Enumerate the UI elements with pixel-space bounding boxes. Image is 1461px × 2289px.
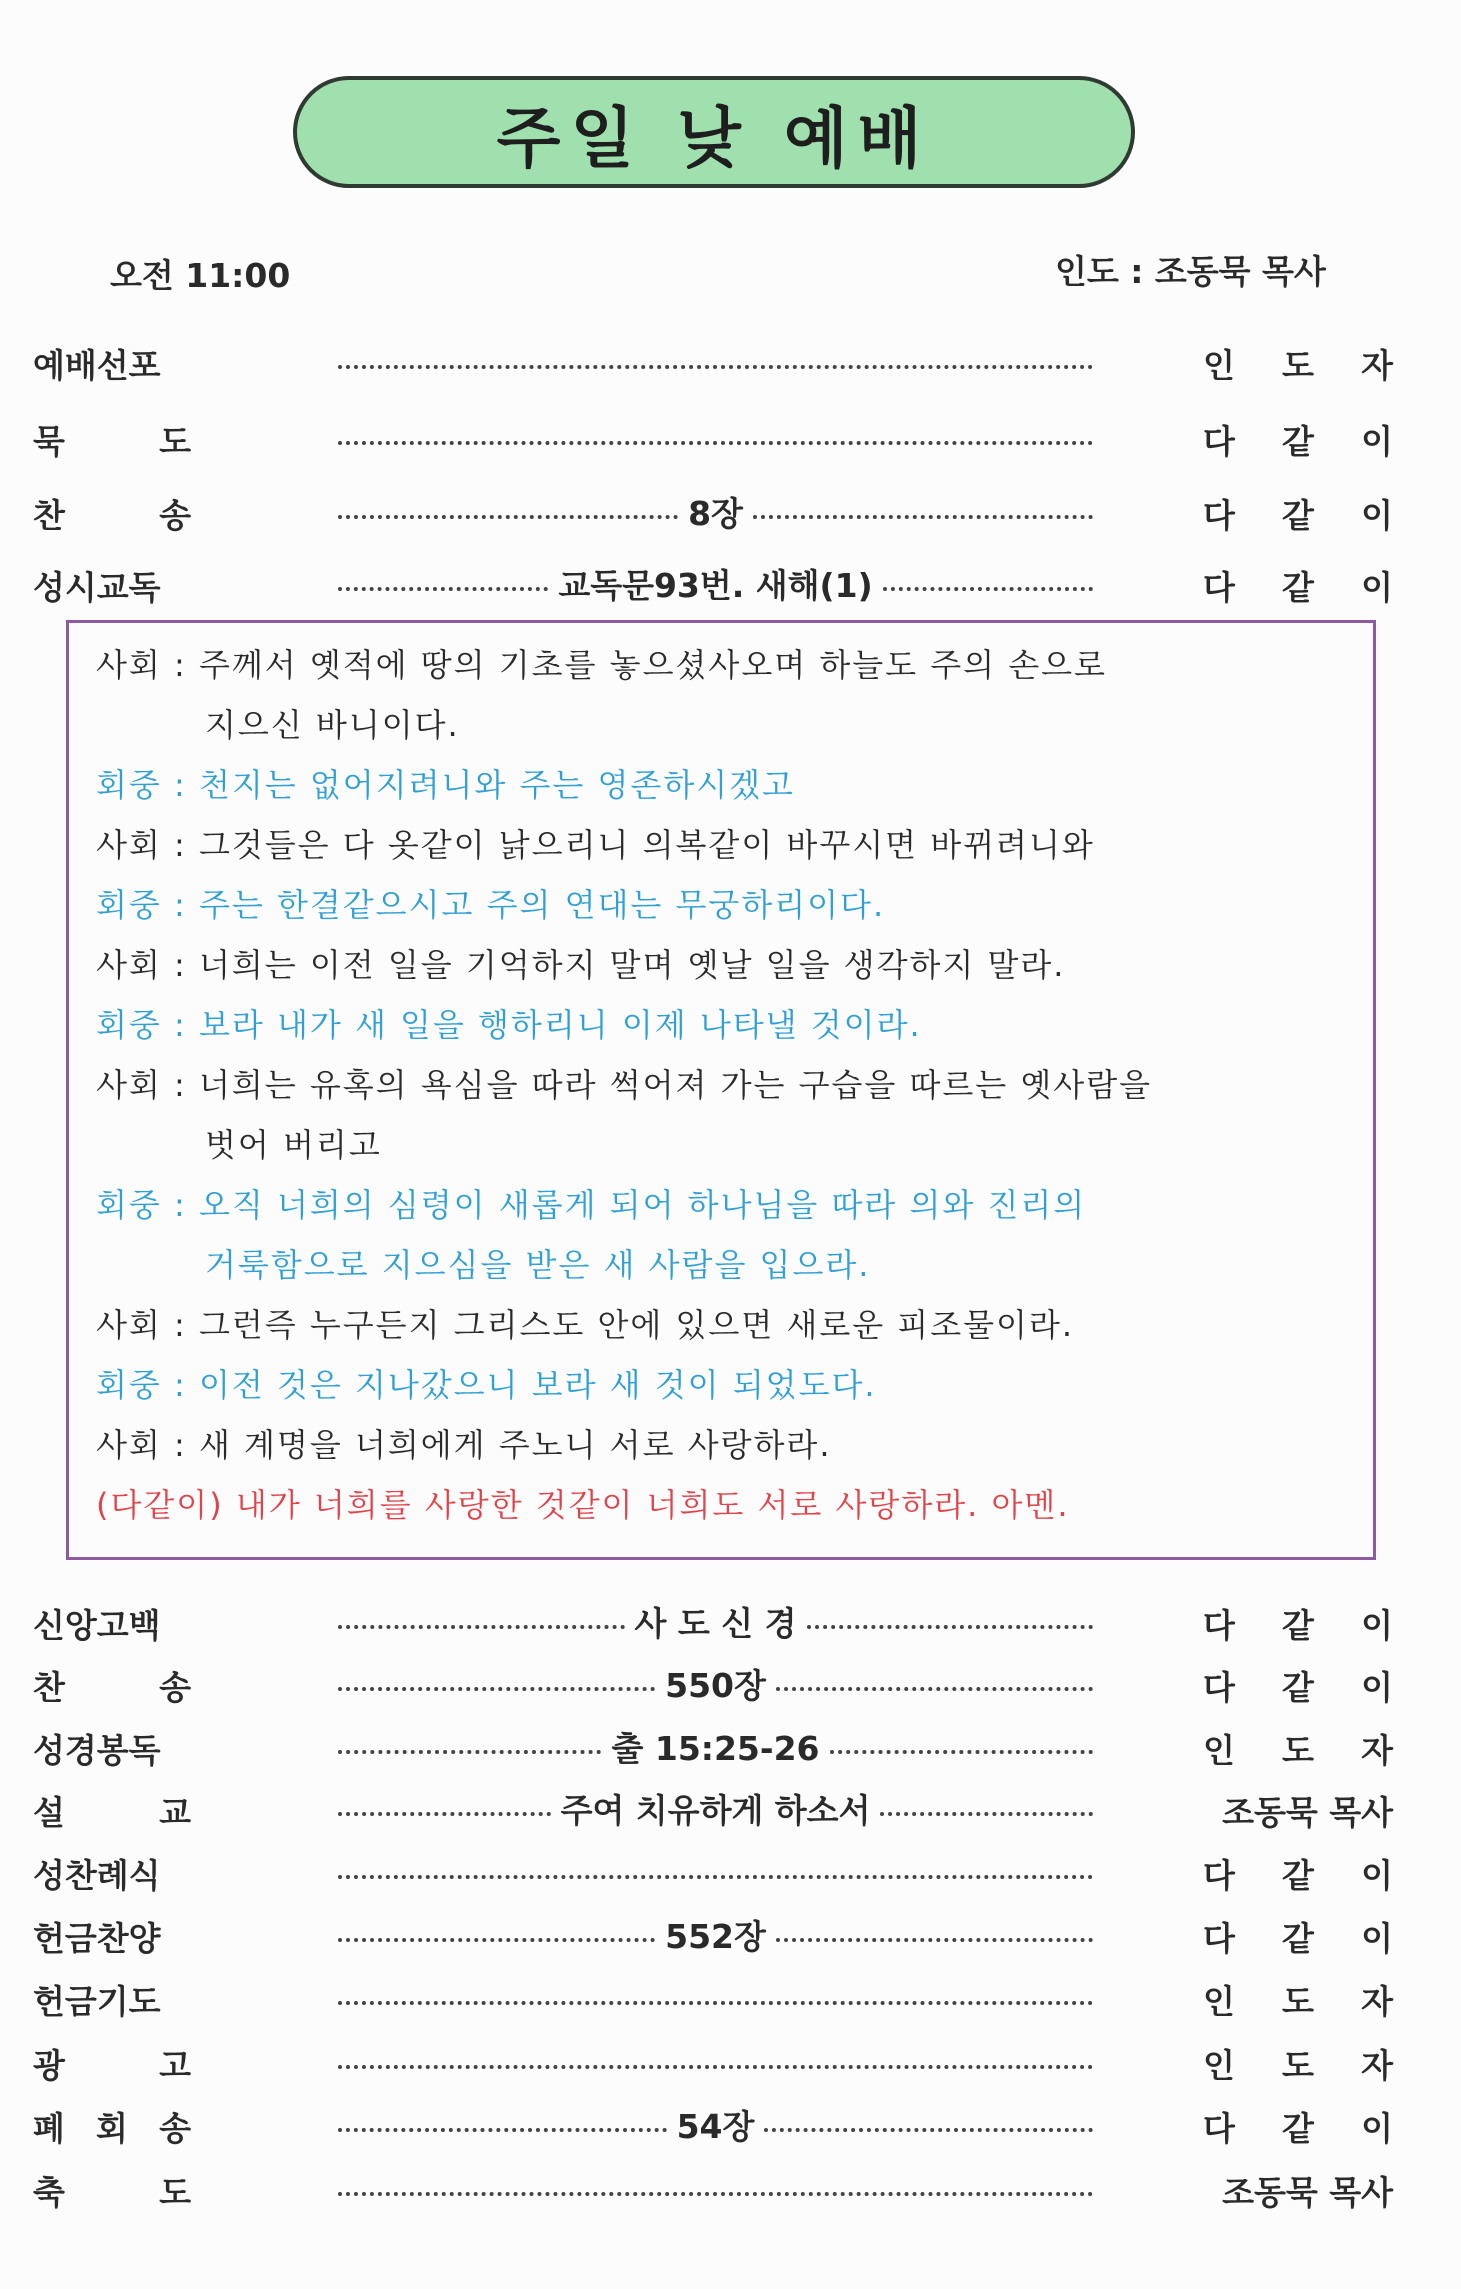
- order-who: 조동묵 목사: [1222, 2173, 1393, 2212]
- dots-left: [338, 2065, 1093, 2069]
- dot-leader: [338, 1850, 1093, 1892]
- order-who: 조동묵 목사: [1222, 1793, 1393, 1832]
- dots-left: [338, 441, 1093, 445]
- who-char: 같: [1282, 1919, 1314, 1958]
- label-char: 축: [33, 2173, 65, 2212]
- reading-line: 사회 : 새 계명을 너희에게 주노니 서로 사랑하라.: [96, 1426, 832, 1464]
- reading-line: 회중 : 보라 내가 새 일을 행하리니 이제 나타낼 것이라.: [96, 1006, 922, 1044]
- who-char: 다: [1203, 1919, 1235, 1958]
- dot-leader: [338, 1913, 1093, 1955]
- who-char: 도: [1282, 2046, 1314, 2085]
- who-char: 다: [1203, 1856, 1235, 1895]
- who-char: 이: [1361, 1919, 1393, 1958]
- dots-left: [338, 1687, 655, 1691]
- who-char: 인: [1203, 1982, 1235, 2021]
- reading-line: 회중 : 주는 한결같으시고 주의 연대는 무궁하리이다.: [96, 886, 886, 924]
- who-char: 같: [1282, 2109, 1314, 2148]
- order-who: [1203, 2103, 1393, 2150]
- who-char: 이: [1361, 1606, 1393, 1645]
- service-leader: 인도 : 조동묵 목사: [1055, 252, 1326, 291]
- reading-line: 사회 : 그것들은 다 옷같이 낡으리니 의복같이 바꾸시면 바뀌려니와: [96, 826, 1095, 864]
- order-label: 헌금기도: [33, 1982, 161, 2021]
- who-char: 도: [1282, 1731, 1314, 1770]
- order-label: [33, 2103, 191, 2150]
- reading-line: (다같이) 내가 너희를 사랑한 것같이 너희도 서로 사랑하라. 아멘.: [96, 1486, 1070, 1524]
- order-label: 성찬례식: [33, 1856, 161, 1895]
- order-who: [1203, 1913, 1393, 1960]
- order-item: 사 도 신 경: [634, 1603, 797, 1642]
- label-char: 도: [159, 422, 191, 461]
- dot-leader: [338, 340, 1093, 382]
- reading-line: 회중 : 오직 너희의 심령이 새롭게 되어 하나님을 따라 의와 진리의: [96, 1186, 1087, 1224]
- order-item: 552장: [665, 1916, 766, 1955]
- order-label: 예배선포: [33, 346, 161, 385]
- order-label: [33, 490, 191, 537]
- order-label: 성시교독: [33, 568, 161, 607]
- reading-line-cont: 지으신 바니이다.: [205, 706, 460, 744]
- order-item: 출 15:25-26: [611, 1728, 820, 1767]
- order-who: [1203, 562, 1393, 609]
- who-char: 같: [1282, 1606, 1314, 1645]
- order-who: [1203, 2040, 1393, 2087]
- dot-leader: [338, 1725, 1093, 1767]
- dots-right: [830, 1750, 1093, 1754]
- who-char: 같: [1282, 1668, 1314, 1707]
- label-char: 광: [33, 2046, 65, 2085]
- dot-leader: [338, 2103, 1093, 2145]
- reading-line: 회중 : 천지는 없어지려니와 주는 영존하시겠고: [96, 766, 795, 804]
- dots-left: [338, 1938, 655, 1942]
- order-label: 신앙고백: [33, 1606, 161, 1645]
- order-row: [0, 1777, 1461, 1837]
- order-row: [0, 1840, 1461, 1900]
- order-row: [0, 1903, 1461, 1963]
- who-char: 다: [1203, 568, 1235, 607]
- order-row: [0, 1590, 1461, 1650]
- dots-right: [764, 2128, 1093, 2132]
- who-char: 도: [1282, 1982, 1314, 2021]
- who-char: 다: [1203, 2109, 1235, 2148]
- who-char: 인: [1203, 2046, 1235, 2085]
- order-item: 54장: [676, 2106, 755, 2145]
- order-who: [1203, 1662, 1393, 1709]
- reading-line-cont: 벗어 버리고: [205, 1126, 382, 1164]
- dot-leader: [338, 2040, 1093, 2082]
- order-item: 550장: [665, 1665, 766, 1704]
- order-row: [0, 2093, 1461, 2153]
- dots-left: [338, 1812, 551, 1816]
- order-who: [1203, 340, 1393, 387]
- order-label: [33, 2167, 191, 2214]
- dots-right: [776, 1687, 1093, 1691]
- who-char: 다: [1203, 422, 1235, 461]
- order-label: 헌금찬양: [33, 1919, 161, 1958]
- dot-leader: [338, 1787, 1093, 1829]
- who-char: 이: [1361, 422, 1393, 461]
- order-row: [0, 1652, 1461, 1712]
- who-char: 자: [1361, 1982, 1393, 2021]
- dot-leader: [338, 1662, 1093, 1704]
- reading-line: 사회 : 너희는 이전 일을 기억하지 말며 옛날 일을 생각하지 말라.: [96, 946, 1066, 984]
- label-char: 고: [159, 2046, 191, 2085]
- dot-leader: [338, 1600, 1093, 1642]
- who-char: 자: [1361, 2046, 1393, 2085]
- order-who: [1203, 490, 1393, 537]
- who-char: 같: [1282, 1856, 1314, 1895]
- who-char: 같: [1282, 496, 1314, 535]
- dot-leader: [338, 562, 1093, 604]
- order-row: [0, 2030, 1461, 2090]
- dots-left: [338, 1625, 625, 1629]
- order-row: [0, 552, 1461, 612]
- who-char: 자: [1361, 1731, 1393, 1770]
- reading-line: 회중 : 이전 것은 지나갔으니 보라 새 것이 되었도다.: [96, 1366, 877, 1404]
- label-char: 교: [159, 1793, 191, 1832]
- dots-right: [883, 587, 1093, 591]
- dots-right: [753, 515, 1093, 519]
- dot-leader: [338, 416, 1093, 458]
- dots-left: [338, 2128, 667, 2132]
- order-who: [1203, 1850, 1393, 1897]
- order-who: [1203, 416, 1393, 463]
- label-char: 송: [159, 2109, 191, 2148]
- dots-right: [807, 1625, 1094, 1629]
- reading-line: 사회 : 그런즉 누구든지 그리스도 안에 있으면 새로운 피조물이라.: [96, 1306, 1075, 1344]
- service-time: 오전 11:00: [110, 256, 291, 295]
- dot-leader: [338, 2167, 1093, 2209]
- order-label: [33, 1787, 191, 1834]
- label-char: 찬: [33, 496, 65, 535]
- who-char: 인: [1203, 1731, 1235, 1770]
- order-row: [0, 2157, 1461, 2217]
- order-label: 성경봉독: [33, 1731, 161, 1770]
- reading-line-cont: 거룩함으로 지으심을 받은 새 사람을 입으라.: [205, 1246, 871, 1284]
- order-row: [0, 406, 1461, 466]
- dots-right: [776, 1938, 1093, 1942]
- order-item: 주여 치유하게 하소서: [560, 1790, 871, 1829]
- dots-left: [338, 365, 1093, 369]
- label-char: 폐: [33, 2109, 65, 2148]
- who-char: 다: [1203, 1668, 1235, 1707]
- who-char: 이: [1361, 1668, 1393, 1707]
- who-char: 이: [1361, 568, 1393, 607]
- order-label: [33, 2040, 191, 2087]
- order-item: 교독문93번. 새해(1): [558, 565, 873, 604]
- page-title: 주일 낮 예배: [496, 99, 932, 177]
- who-char: 이: [1361, 496, 1393, 535]
- order-row: [0, 330, 1461, 390]
- order-row: [0, 1715, 1461, 1775]
- dots-left: [338, 1750, 601, 1754]
- dots-right: [880, 1812, 1093, 1816]
- label-char: 설: [33, 1793, 65, 1832]
- order-label: [33, 416, 191, 463]
- dots-left: [338, 515, 678, 519]
- dots-left: [338, 2192, 1093, 2196]
- reading-line: 사회 : 너희는 유혹의 욕심을 따라 썩어져 가는 구습을 따르는 옛사람을: [96, 1066, 1153, 1104]
- label-char: 도: [159, 2173, 191, 2212]
- who-char: 자: [1361, 346, 1393, 385]
- dot-leader: [338, 1976, 1093, 2018]
- who-char: 이: [1361, 1856, 1393, 1895]
- who-char: 인: [1203, 346, 1235, 385]
- order-who: [1203, 1976, 1393, 2023]
- dot-leader: [338, 490, 1093, 532]
- order-label: [33, 1662, 191, 1709]
- dots-left: [338, 2001, 1093, 2005]
- order-who: [1203, 1600, 1393, 1647]
- order-row: [0, 1966, 1461, 2026]
- order-who: [1203, 1725, 1393, 1772]
- label-char: 송: [159, 1668, 191, 1707]
- label-char: 묵: [33, 422, 65, 461]
- label-char: 송: [159, 496, 191, 535]
- dots-left: [338, 1875, 1093, 1879]
- dots-left: [338, 587, 548, 591]
- order-item: 8장: [688, 493, 743, 532]
- who-char: 같: [1282, 422, 1314, 461]
- who-char: 이: [1361, 2109, 1393, 2148]
- reading-line: 사회 : 주께서 옛적에 땅의 기초를 놓으셨사오며 하늘도 주의 손으로: [96, 646, 1107, 684]
- who-char: 다: [1203, 1606, 1235, 1645]
- order-row: [0, 480, 1461, 540]
- label-char: 회: [96, 2109, 128, 2148]
- label-char: 찬: [33, 1668, 65, 1707]
- who-char: 같: [1282, 568, 1314, 607]
- who-char: 다: [1203, 496, 1235, 535]
- who-char: 도: [1282, 346, 1314, 385]
- title-banner: [293, 76, 1135, 188]
